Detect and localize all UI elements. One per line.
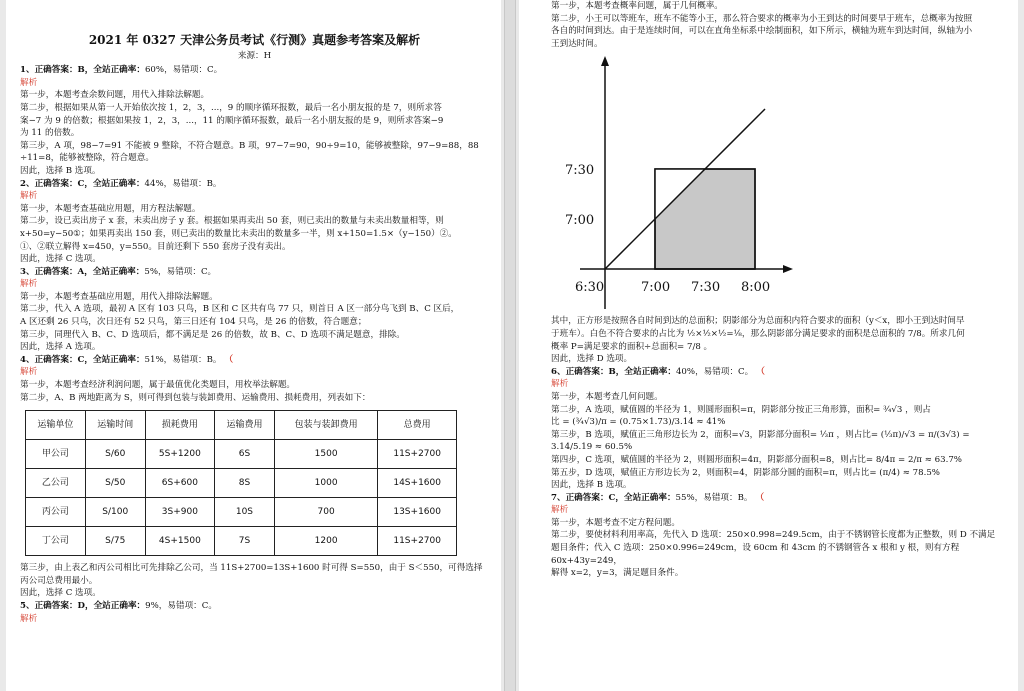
table-header-cell: 运输时间 <box>85 411 145 440</box>
q1-explanation <box>20 89 489 177</box>
text-line: 因此，选择 B 选项。 <box>551 480 632 491</box>
table-cell: 10S <box>215 498 275 527</box>
q7-analysis-label: 解析 <box>551 505 569 516</box>
table-cell: 6S+600 <box>145 469 214 498</box>
q3-answer: 3、正确答案：A，全站正确率：5%，易错项：C。 <box>20 266 217 277</box>
document-page-right <box>519 0 1018 691</box>
table-header-cell: 总费用 <box>378 411 457 440</box>
q4-conclusion <box>20 562 489 600</box>
table-cell: S/75 <box>85 527 145 556</box>
text-line: 第五步，D 选项，赋值正方形边长为 2，则面积=4，阴影部分圆的面积=π，则占比= (π/4) ≈ 78.5% <box>551 467 940 478</box>
text-line: x+50=y−50①；如果再卖出 150 套，则已卖出的数量比未卖出的数量多一半，则 x+150=1.5×（y−150）②。 <box>20 228 457 239</box>
table-row <box>26 440 457 469</box>
q1-answer: 1、正确答案：B，全站正确率：60%，易错项：C。 <box>20 65 223 76</box>
text-line: 第一步，本题考查余数问题，用代入排除法解题。 <box>20 90 210 101</box>
table-cell: 5S+1200 <box>145 440 214 469</box>
document-title: 2021 年 0327 天津公务员考试《行测》真题参考答案及解析 <box>88 33 421 47</box>
table-cell: S/60 <box>85 440 145 469</box>
text-line: 第三步，同理代入 B、C、D 选项后，都不满足是 26 的倍数，故 B、C、D 选项不满足题意，排除。 <box>20 329 405 340</box>
table-cell: 丁公司 <box>26 527 86 556</box>
text-line: 因此，选择 D 选项。 <box>551 354 633 365</box>
table-cell: 丙公司 <box>26 498 86 527</box>
source-line: 来源：H <box>237 50 272 61</box>
table-cell: 3S+900 <box>145 498 214 527</box>
text-line: 案−7 为 9 的倍数；根据如果按 1，2，3，...，11 的顺序循环报数，最后一名小朋友报的是 9，则所求答案−9 <box>20 115 444 126</box>
text-line: A 区还剩 26 只鸟，次日还有 52 只鸟，第三日还有 104 只鸟，是 26 的倍数，符合题意； <box>20 317 367 328</box>
text-line: 第三步，由上表乙和丙公司相比可先排除乙公司，当 11S+2700=13S+1600 时可得 S=550，由于 S＜550，可得选择 <box>20 563 483 574</box>
text-line: 第二步，要使材料利用率高，先代入 D 选项：250×0.998=249.5cm，由于不锈钢管长度都为正整数，则 D 不满足 <box>551 530 996 541</box>
y-tick-label: 7:00 <box>565 213 595 229</box>
table-cell: S/50 <box>85 469 145 498</box>
text-line: 于班车）。白色不符合要求的占比为 ½×½×½=⅛，那么阴影部分满足要求的面积是总面积的 7/8。所求几何 <box>551 328 965 339</box>
page-content <box>20 30 489 625</box>
text-line: 比 = (¾√3)/π = (0.75×1.73)/3.14 ≈ 41% <box>551 417 726 428</box>
cost-comparison-table <box>25 410 457 556</box>
text-line: 第二步，小王可以等班车，班车不能等小王，那么符合要求的概率为小王到达的时间要早于班车，总概率为按照 <box>551 13 973 24</box>
text-line: 各自的时间到达。由于是连续时间，可以在直角坐标系中绘制面积，如下所示，横轴为班车到达时间，纵轴为小 <box>551 26 973 37</box>
table-header-cell: 包装与装卸费用 <box>274 411 377 440</box>
text-line: 第一步，本题考查概率问题，属于几何概率。 <box>551 1 723 11</box>
q6-answer: 6、正确答案：B，全站正确率：40%，易错项：C。 （ <box>551 366 765 377</box>
x-tick-label: 6:30 <box>575 280 605 296</box>
document-page-left <box>6 0 501 691</box>
y-axis-arrow <box>601 56 609 66</box>
q4-analysis-label: 解析 <box>20 367 38 378</box>
table-cell: 4S+1500 <box>145 527 214 556</box>
text-line: 因此，选择 C 选项。 <box>20 254 101 265</box>
q6-analysis-label: 解析 <box>551 379 569 390</box>
q5-explanation <box>551 0 1004 50</box>
text-line: 第二步，根据如果从第一人开始依次按 1，2，3，...，9 的顺序循环报数，最后一名小朋友报的是 7，则所求答 <box>20 102 442 113</box>
q7-answer: 7、正确答案：C，全站正确率：55%，易错项：B。 （ <box>551 492 765 503</box>
text-line: ①、②联立解得 x=450，y=550。目前还剩下 550 套房子没有卖出。 <box>20 241 291 252</box>
table-cell: 11S+2700 <box>378 527 457 556</box>
q4-explanation <box>20 379 489 404</box>
table-cell: 1000 <box>274 469 377 498</box>
text-line: 第二步，代入 A 选项，最初 A 区有 103 只鸟，B 区和 C 区共有鸟 77 只，则首日 A 区一部分鸟飞到 B、C 区后， <box>20 304 460 315</box>
text-line: 因此，选择 A 选项。 <box>20 342 101 353</box>
table-row <box>26 527 457 556</box>
q5-answer: 5、正确答案：D，全站正确率：9%，易错项：C。 <box>20 601 217 611</box>
x-tick-label: 8:00 <box>741 280 771 296</box>
probability-diagram <box>557 54 797 309</box>
text-line: 第三步，A 项，98−7=91 不能被 9 整除，不符合题意。B 项，97−7=90，90÷9=10，能够被整除，97−9=88，88 <box>20 140 479 151</box>
text-line: 因此，选择 B 选项。 <box>20 165 101 176</box>
text-line: 第一步，本题考查经济利润问题，属于最值优化类题目，用枚举法解题。 <box>20 380 296 391</box>
text-line: 第二步，A、B 两地距离为 S，则可得到包装与装卸费用、运输费用、损耗费用，列表如下： <box>20 392 371 403</box>
table-header-row <box>26 411 457 440</box>
text-line: 丙公司总费用最小。 <box>20 575 98 586</box>
text-line: 其中，正方形是按照各自时间到达的总面积；阴影部分为总面积内符合要求的面积（y＜x，即小王到达时间早 <box>551 316 965 327</box>
text-line: 为 11 的倍数。 <box>20 128 80 139</box>
text-line: 概率 P=满足要求的面积÷总面积= 7/8 。 <box>551 341 713 352</box>
q5-conclusion <box>551 315 1004 365</box>
table-header-cell: 损耗费用 <box>145 411 214 440</box>
q7-explanation <box>551 517 1004 580</box>
table-row <box>26 469 457 498</box>
text-line: ÷11=8，能够被整除，符合题意。 <box>20 153 154 164</box>
q3-analysis-label: 解析 <box>20 279 38 290</box>
text-line: 第二步，设已卖出房子 x 套，未卖出房子 y 套。根据如果再卖出 50 套，则已卖出的数量与未卖出数量相等，则 <box>20 216 444 227</box>
text-line: 第一步，本题考查基础应用题，用代入排除法解题。 <box>20 291 218 302</box>
table-cell: 乙公司 <box>26 469 86 498</box>
page-gap <box>504 0 516 691</box>
table-header-cell: 运输单位 <box>26 411 86 440</box>
text-line: 王到达时间。 <box>551 38 603 49</box>
probability-diagram-svg <box>557 54 797 309</box>
q6-explanation <box>551 391 1004 492</box>
table-cell: 13S+1600 <box>378 498 457 527</box>
table-cell: 1500 <box>274 440 377 469</box>
text-line: 第一步，本题考查几何问题。 <box>551 391 663 402</box>
table-cell: 1200 <box>274 527 377 556</box>
table-cell: 6S <box>215 440 275 469</box>
x-tick-label: 7:00 <box>641 280 671 296</box>
text-line: 第三步，B 选项，赋值正三角形边长为 2，面积=√3，阴影部分面积= ⅓π ，则占比= (⅓π)/√3 = π/(3√3) = 3.14/5.19 ≈ 60.5% <box>551 429 970 453</box>
x-axis-arrow <box>783 265 793 273</box>
q2-explanation <box>20 203 489 266</box>
table-cell: 11S+2700 <box>378 440 457 469</box>
q5-analysis-label: 解析 <box>20 613 38 624</box>
page-content-right <box>551 0 1004 580</box>
q2-answer: 2、正确答案：C，全站正确率：44%，易错项：B。 <box>20 178 222 189</box>
table-cell: 甲公司 <box>26 440 86 469</box>
table-cell: 14S+1600 <box>378 469 457 498</box>
q3-explanation <box>20 291 489 354</box>
q1-analysis-label: 解析 <box>20 77 38 88</box>
text-line: 解得 x=2，y=3，满足题目条件。 <box>551 568 684 579</box>
table-cell: 7S <box>215 527 275 556</box>
x-tick-label: 7:30 <box>691 280 721 296</box>
text-line: 题目条件；代入 C 选项：250×0.996=249cm，设 60cm 和 43cm 的不锈钢管各 x 根和 y 根，则有方程 60x+43y=249， <box>551 543 960 566</box>
text-line: 因此，选择 C 选项。 <box>20 588 101 599</box>
text-line: 第一步，本题考查不定方程问题。 <box>551 517 680 528</box>
table-cell: S/100 <box>85 498 145 527</box>
q2-analysis-label: 解析 <box>20 191 38 202</box>
text-line: 第二步，A 选项，赋值圆的半径为 1，则圆形面积=π，阴影部分按正三角形算，面积= ¾√3 ，则占 <box>551 404 931 415</box>
table-cell: 8S <box>215 469 275 498</box>
table-header-cell: 运输费用 <box>215 411 275 440</box>
q4-answer: 4、正确答案：C，全站正确率：51%，易错项：B。 （ <box>20 354 234 365</box>
y-tick-label: 7:30 <box>565 163 595 179</box>
table-cell: 700 <box>274 498 377 527</box>
text-line: 第四步，C 选项，赋值圆的半径为 2，则圆形面积=4π，阴影部分面积=8，则占比= 8/4π = 2/π ≈ 63.7% <box>551 454 962 465</box>
text-line: 第一步，本题考查基础应用题，用方程法解题。 <box>20 203 201 214</box>
table-row <box>26 498 457 527</box>
